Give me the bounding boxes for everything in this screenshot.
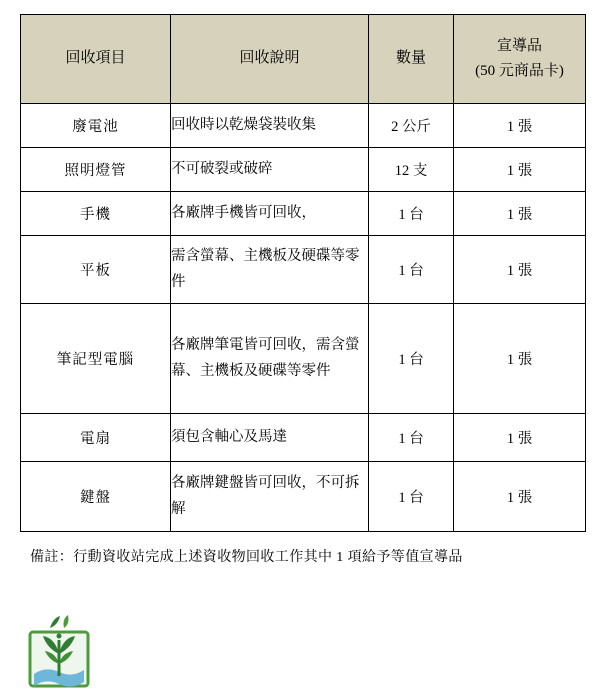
row-quantity: 1 台: [369, 236, 454, 304]
row-item: 手機: [21, 192, 171, 236]
row-gift: 1 張: [454, 236, 586, 304]
header-gift: [454, 15, 586, 104]
row-quantity: 12 支: [369, 148, 454, 192]
table-row: [21, 104, 586, 148]
row-item: 廢電池: [21, 104, 171, 148]
row-gift: 1 張: [454, 148, 586, 192]
plant-recycle-logo: [28, 614, 90, 688]
table-header: [21, 15, 586, 104]
table-row: [21, 462, 586, 532]
recycling-table: [20, 14, 586, 532]
row-gift: 1 張: [454, 462, 586, 532]
header-gift-line1: 宣導品: [496, 37, 542, 54]
row-quantity: 1 台: [369, 414, 454, 462]
table-row: [21, 148, 586, 192]
row-gift: 1 張: [454, 414, 586, 462]
row-item: 鍵盤: [21, 462, 171, 532]
row-gift: 1 張: [454, 192, 586, 236]
row-description: 各廠牌筆電皆可回收，需含螢幕、主機板及硬碟等零件: [171, 304, 369, 414]
row-quantity: 2 公斤: [369, 104, 454, 148]
row-description: 各廠牌手機皆可回收，: [171, 192, 369, 236]
row-quantity: 1 台: [369, 192, 454, 236]
table-row: [21, 414, 586, 462]
row-description: 回收時以乾燥袋裝收集: [171, 104, 369, 148]
row-item: 平板: [21, 236, 171, 304]
header-description: 回收說明: [171, 15, 369, 104]
header-quantity: 數量: [369, 15, 454, 104]
row-gift: 1 張: [454, 304, 586, 414]
row-gift: 1 張: [454, 104, 586, 148]
header-gift-line2: (50 元商品卡): [475, 63, 564, 79]
row-description: 不可破裂或破碎: [171, 148, 369, 192]
row-quantity: 1 台: [369, 304, 454, 414]
row-quantity: 1 台: [369, 462, 454, 532]
row-description: 需含螢幕、主機板及硬碟等零件: [171, 236, 369, 304]
table-row: [21, 236, 586, 304]
table-footnote: 備註：行動資收站完成上述資收物回收工作其中 1 項給予等值宣導品: [30, 550, 463, 565]
header-item: 回收項目: [21, 15, 171, 104]
table-body: [21, 104, 586, 532]
row-item: 照明燈管: [21, 148, 171, 192]
table-header-row: [21, 15, 586, 104]
row-description: 各廠牌鍵盤皆可回收，不可拆解: [171, 462, 369, 532]
table-row: [21, 192, 586, 236]
row-description: 須包含軸心及馬達: [171, 414, 369, 462]
row-item: 筆記型電腦: [21, 304, 171, 414]
table-row: [21, 304, 586, 414]
row-item: 電扇: [21, 414, 171, 462]
